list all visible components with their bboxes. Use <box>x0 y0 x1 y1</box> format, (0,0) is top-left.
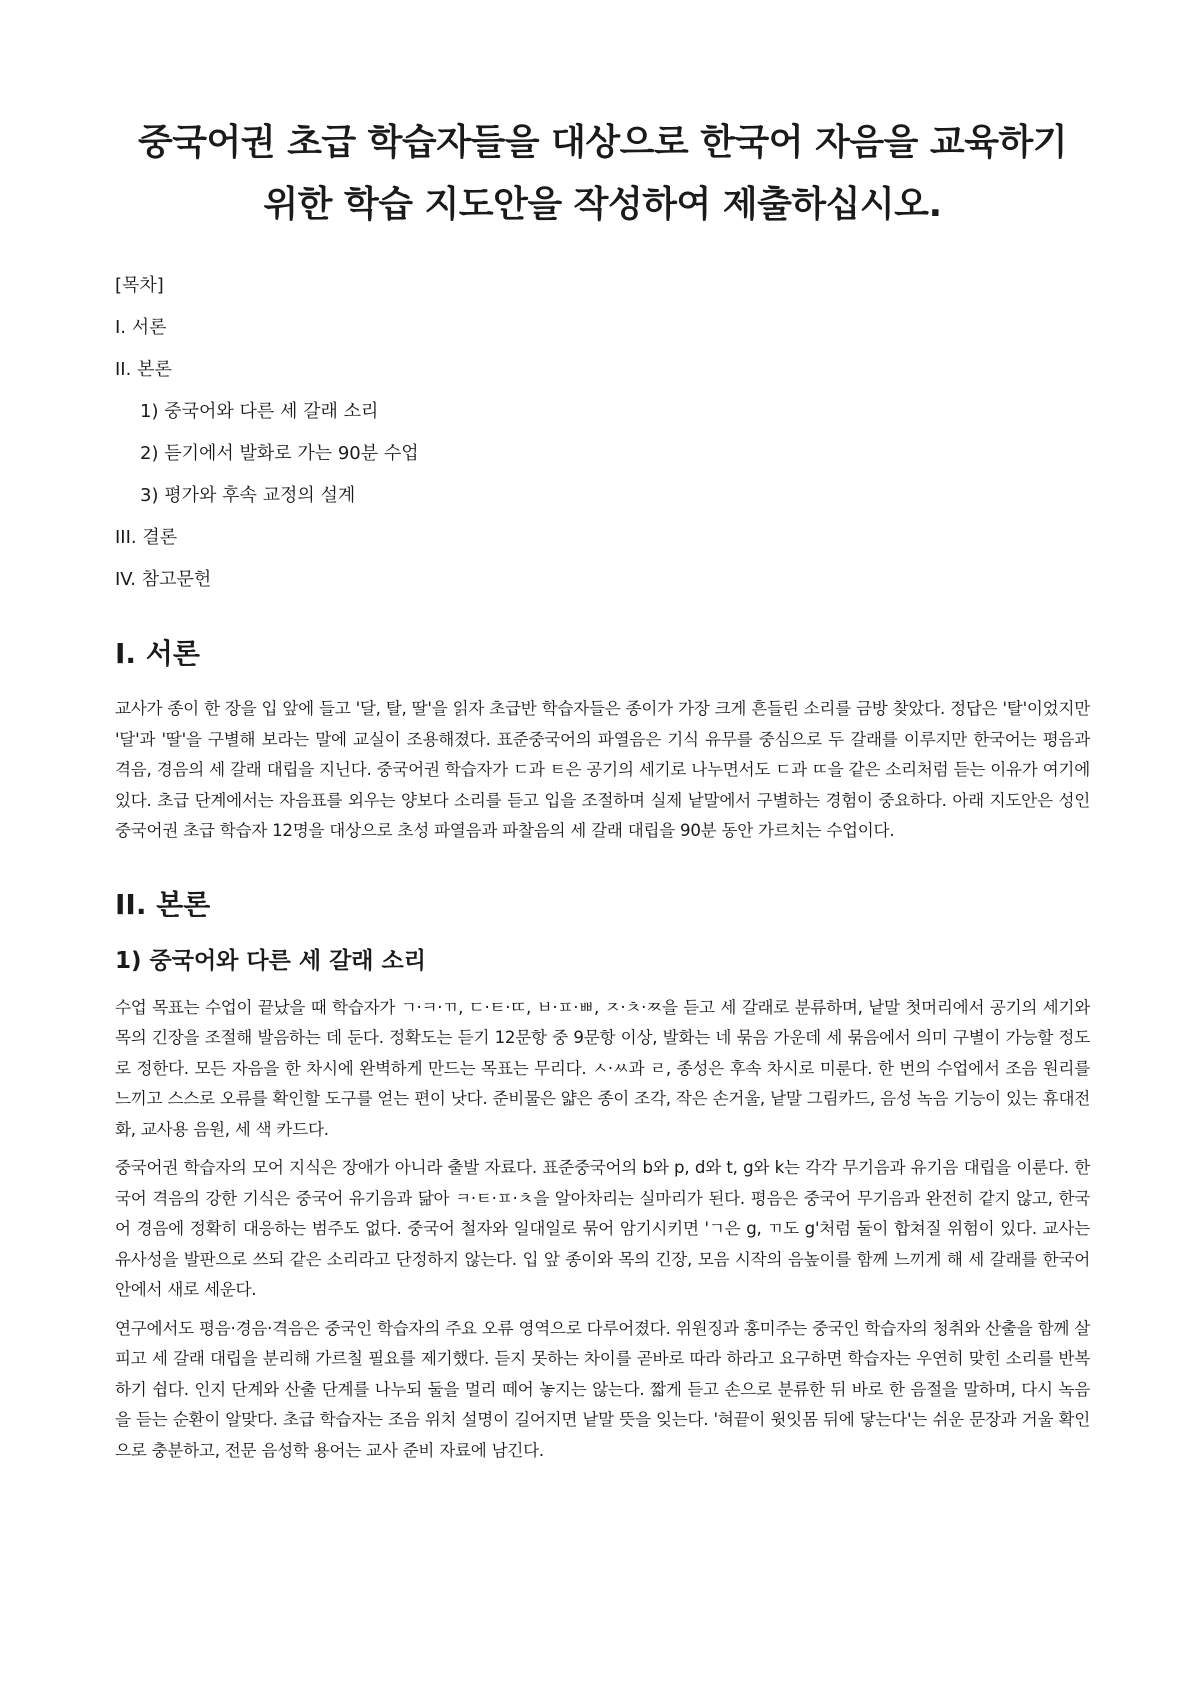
section-heading: I. 서론 <box>115 637 200 670</box>
section-heading: II. 본론 <box>115 887 211 921</box>
body-paragraph: 연구에서도 평음·경음·격음은 중국인 학습자의 주요 오류 영역으로 다루어졌다. 위원징과 홍미주는 중국인 학습자의 청취와 산출을 함께 살피고 세 갈래 대립을 분리해 가르칠 필요를 제기했다. 듣지 못하는 차이를 곧바로 따라 하라고 요구하면 학습자는 우연히 맞힌 소리를 반복하기 쉽다. 인지 단계와 산출 단계를 나누되 둘을 멀리 떼어 놓지는 않는다. 짧게 듣고 손으로 분류한 뒤 바로 한 음절을 말하며, 다시 녹음을 듣는 순환이 알맞다. 초급 학습자는 조음 위치 설명이 길어지면 낱말 뜻을 잊는다. '혀끝이 윗잇몸 뒤에 닿는다'는 쉬운 문장과 거울 확인으로 충분하고, 전문 음성학 용어는 교사 준비 자료에 남긴다. <box>115 1318 1090 1460</box>
toc-item: IV. 참고문헌 <box>115 569 212 590</box>
subsection <box>115 945 1090 1467</box>
toc-item: I. 서론 <box>115 317 167 338</box>
toc-item: III. 결론 <box>115 527 178 548</box>
intro-section <box>115 636 1090 847</box>
toc-item: 2) 듣기에서 발화로 가는 90분 수업 <box>140 443 419 464</box>
subsection-heading: 1) 중국어와 다른 세 갈래 소리 <box>115 947 426 974</box>
body-paragraph: 중국어권 학습자의 모어 지식은 장애가 아니라 출발 자료다. 표준중국어의 b와 p, d와 t, g와 k는 각각 무기음과 유기음 대립을 이룬다. 한국어 격음의 강한 기식은 중국어 유기음과 닮아 ㅋ·ㅌ·ㅍ·ㅊ을 알아차리는 실마리가 된다. 평음은 중국어 무기음과 완전히 같지 않고, 한국어 경음에 정확히 대응하는 범주도 없다. 중국어 철자와 일대일로 묶어 암기시키면 'ㄱ은 g, ㄲ도 g'처럼 둘이 합쳐질 위험이 있다. 교사는 유사성을 발판으로 쓰되 같은 소리라고 단정하지 않는다. 입 앞 종이와 목의 긴장, 모음 시작의 음높이를 함께 느끼게 해 세 갈래를 한국어 안에서 새로 세운다. <box>115 1158 1090 1299</box>
body-paragraph: 수업 목표는 수업이 끝났을 때 학습자가 ㄱ·ㅋ·ㄲ, ㄷ·ㅌ·ㄸ, ㅂ·ㅍ·ㅃ, ㅈ·ㅊ·ㅉ을 듣고 세 갈래로 분류하며, 낱말 첫머리에서 공기의 세기와 목의 긴장을 조절해 발음하는 데 둔다. 정확도는 듣기 12문항 중 9문항 이상, 발화는 네 묶음 가운데 세 묶음에서 의미 구별이 가능할 정도로 정한다. 모든 자음을 한 차시에 완벽하게 만드는 목표는 무리다. ㅅ·ㅆ과 ㄹ, 종성은 후속 차시로 미룬다. 한 번의 수업에서 조음 원리를 느끼고 스스로 오류를 확인할 도구를 얻는 편이 낫다. 준비물은 얇은 종이 조각, 작은 손거울, 낱말 그림카드, 음성 녹음 기능이 있는 휴대전화, 교사용 음원, 세 색 카드다. <box>115 997 1091 1139</box>
body-section <box>115 887 1090 1467</box>
toc-item: II. 본론 <box>115 359 172 380</box>
toc-item: 3) 평가와 후속 교정의 설계 <box>140 485 356 506</box>
toc-item: 1) 중국어와 다른 세 갈래 소리 <box>140 401 379 422</box>
toc-heading: [목차] <box>115 275 164 296</box>
document-title: 중국어권 초급 학습자들을 대상으로 한국어 자음을 교육하기 위한 학습 지도안을 작성하여 제출하십시오. <box>137 122 1068 225</box>
table-of-contents <box>115 274 1090 592</box>
body-paragraph: 교사가 종이 한 장을 입 앞에 들고 '달, 탈, 딸'을 읽자 초급반 학습자들은 종이가 가장 크게 흔들린 소리를 금방 찾았다. 정답은 '탈'이었지만 '달'과 '딸'을 구별해 보라는 말에 교실이 조용해졌다. 표준중국어의 파열음은 기식 유무를 중심으로 두 갈래를 이루지만 한국어는 평음과 격음, 경음의 세 갈래 대립을 지닌다. 중국어권 학습자가 ㄷ과 ㅌ은 공기의 세기로 나누면서도 ㄷ과 ㄸ을 같은 소리처럼 듣는 이유가 여기에 있다. 초급 단계에서는 자음표를 외우는 양보다 소리를 듣고 입을 조절하며 실제 낱말에서 구별하는 경험이 중요하다. 아래 지도안은 성인 중국어권 초급 학습자 12명을 대상으로 초성 파열음과 파찰음의 세 갈래 대립을 90분 동안 가르치는 수업이다. <box>115 699 1090 840</box>
